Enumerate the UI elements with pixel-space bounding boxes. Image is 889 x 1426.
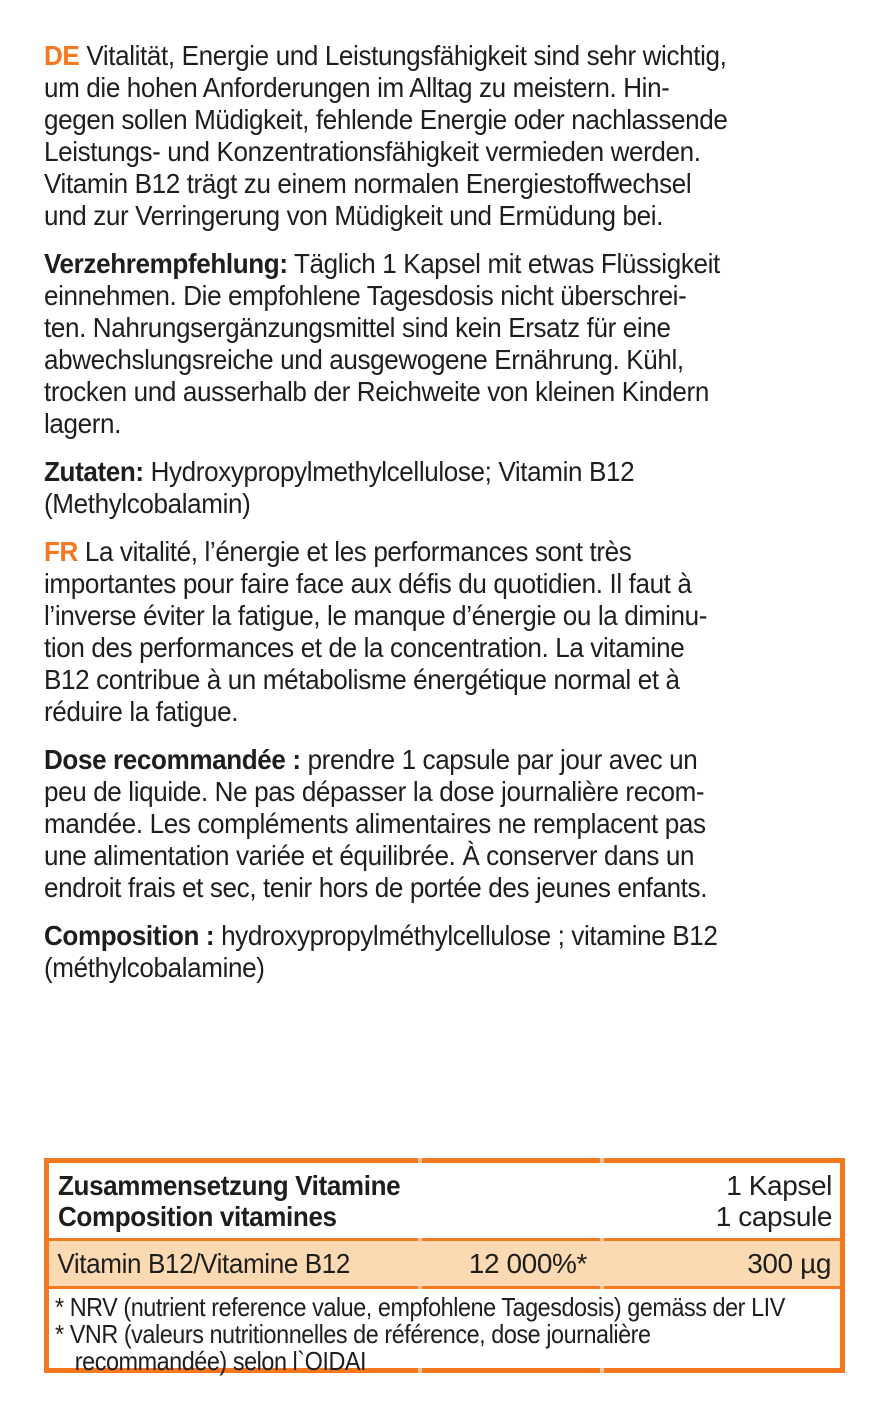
footnote-vnr: * VNR (valeurs nutritionnelles de référence, dose journalière [55, 1319, 651, 1349]
nutrition-table [44, 1158, 845, 1376]
text-line: (Methylcobalamin) [44, 488, 251, 519]
text-line: peu de liquide. Ne pas dépasser la dose journalière recom- [44, 776, 705, 807]
text-run: La vitalité, l’énergie et les performances sont très [84, 536, 632, 567]
table-title-de: Zusammensetzung Vitamine [58, 1170, 401, 1201]
text-run: Hydroxypropylmethylcellulose; Vitamin B12 [150, 456, 635, 487]
text-line [44, 920, 807, 952]
text-line [44, 456, 807, 488]
paragraph [44, 536, 864, 728]
cell-nutrient-name: Vitamin B12/Vitamine B12 [57, 1247, 351, 1279]
paragraph [44, 744, 864, 904]
text-line: um die hohen Anforderungen im Alltag zu meistern. Hin- [44, 72, 670, 103]
lead-de: DE [44, 40, 80, 71]
paragraph [44, 920, 864, 984]
lead-verzehrempfehlung: Verzehrempfehlung: [44, 248, 288, 279]
text-line: une alimentation variée et équilibrée. À conserver dans un [44, 840, 695, 871]
column-divider-mark [600, 1158, 604, 1163]
text-line: und zur Verringerung von Müdigkeit und Ermüdung bei. [44, 200, 664, 231]
serving-size [716, 1170, 832, 1232]
text-run: hydroxypropylméthylcellulose ; vitamine B12 [221, 920, 718, 951]
text-run: Täglich 1 Kapsel mit etwas Flüssigkeit [294, 248, 720, 279]
text-line: Vitamin B12 trägt zu einem normalen Energiestoffwechsel [44, 168, 692, 199]
text-run: Vitalität, Energie und Leistungsfähigkeit sind sehr wichtig, [86, 40, 727, 71]
text-line: Leistungs- und Konzentrationsfähigkeit vermieden werden. [44, 136, 701, 167]
text-line: gegen sollen Müdigkeit, fehlende Energie oder nachlassende [44, 104, 728, 135]
text-run: prendre 1 capsule par jour avec un [307, 744, 698, 775]
column-divider-mark [418, 1286, 422, 1289]
footnote-vnr-continued: recommandée) selon l`OIDAI [74, 1346, 367, 1376]
table-rule [49, 1286, 840, 1289]
text-line [44, 536, 807, 568]
text-line: lagern. [44, 408, 122, 439]
footnote-nrv: * NRV (nutrient reference value, empfohlene Tagesdosis) gemäss der LIV [55, 1292, 785, 1322]
paragraph [44, 40, 864, 232]
lead-composition: Composition : [44, 920, 215, 951]
table-title [58, 1170, 426, 1232]
text-line: importantes pour faire face aux défis du quotidien. Il faut à [44, 568, 692, 599]
lead-doserecommande: Dose recommandée : [44, 744, 301, 775]
text-line: (méthylcobalamine) [44, 952, 265, 983]
paragraph [44, 248, 864, 440]
text-line: réduire la fatigue. [44, 696, 239, 727]
serving-size-de: 1 Kapsel [726, 1170, 832, 1201]
lead-fr: FR [44, 536, 78, 567]
column-divider-mark [418, 1368, 422, 1373]
text-line: ten. Nahrungsergänzungsmittel sind kein Ersatz für eine [44, 312, 671, 343]
lead-zutaten: Zutaten: [44, 456, 144, 487]
table-header [49, 1163, 840, 1238]
serving-size-fr: 1 capsule [715, 1201, 832, 1232]
table-title-fr: Composition vitamines [58, 1201, 337, 1232]
label-text-block [44, 40, 864, 1000]
cell-amount: 300 µg [747, 1247, 831, 1279]
row-vitamin-b12 [49, 1241, 840, 1286]
text-line: l’inverse éviter la fatigue, le manque d’énergie ou la diminu- [44, 600, 708, 631]
text-line: endroit frais et sec, tenir hors de portée des jeunes enfants. [44, 872, 708, 903]
text-line: tion des performances et de la concentration. La vitamine [44, 632, 685, 663]
text-line: mandée. Les compléments alimentaires ne remplacent pas [44, 808, 706, 839]
table-footnotes [49, 1289, 840, 1376]
cell-nrv-percent: 12 000%* [468, 1247, 587, 1279]
text-line: B12 contribue à un métabolisme énergétique normal et à [44, 664, 680, 695]
text-line: einnehmen. Die empfohlene Tagesdosis nicht überschrei- [44, 280, 687, 311]
column-divider-mark [600, 1368, 604, 1373]
column-divider-mark [600, 1286, 604, 1289]
text-line [44, 744, 807, 776]
column-divider-mark [418, 1158, 422, 1163]
text-line [44, 248, 807, 280]
text-line: trocken und ausserhalb der Reichweite von kleinen Kindern [44, 376, 709, 407]
paragraph [44, 456, 864, 520]
text-line: abwechslungsreiche und ausgewogene Ernährung. Kühl, [44, 344, 684, 375]
text-line [44, 40, 807, 72]
